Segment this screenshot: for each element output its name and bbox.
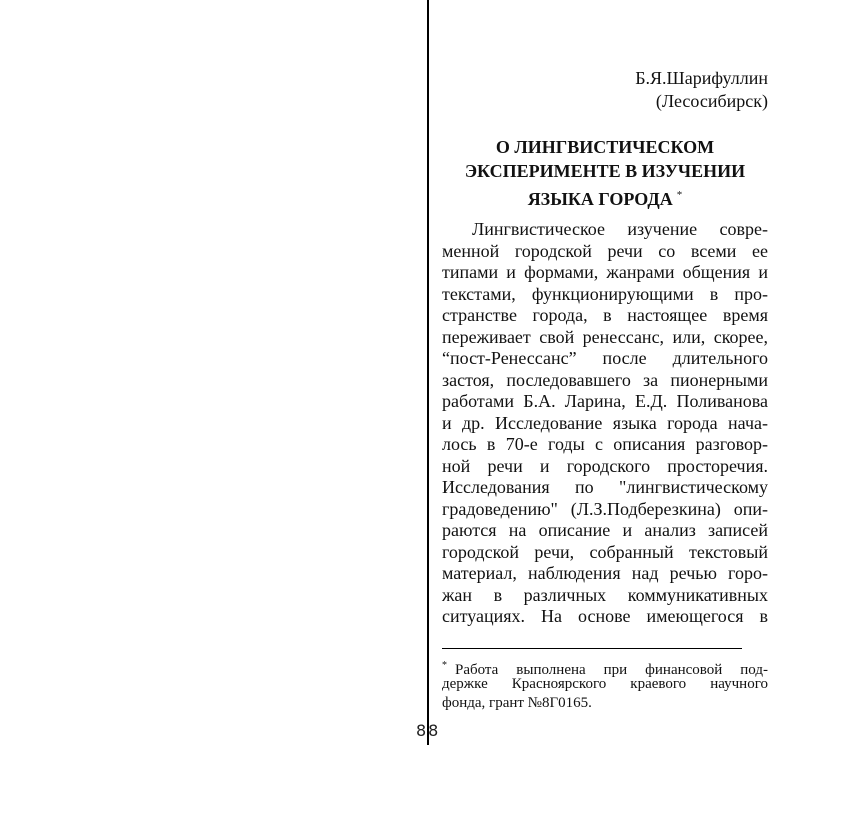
body-line: работами Б.А. Ларина, Е.Д. Поливанова	[442, 391, 768, 411]
footnote	[442, 656, 768, 713]
body-line: Лингвистическое изучение совре-	[472, 219, 768, 239]
footnote-line: держке Красноярского краевого научного	[442, 676, 768, 692]
title-footnote-mark: *	[676, 189, 683, 201]
author-block	[635, 67, 768, 113]
body-line: “пост-Ренессанс” после длительного	[442, 348, 768, 368]
footnote-separator	[442, 648, 742, 649]
footnote-line	[442, 656, 768, 678]
body-line: типами и формами, жанрами общения и	[442, 262, 768, 282]
body-line: ситуациях. На основе имеющегося в	[442, 606, 768, 626]
body-line: застоя, последовавшего за пионерными	[442, 369, 768, 390]
body-text	[442, 219, 768, 628]
body-line: менной городской речи со всеми ее	[442, 240, 768, 261]
body-line: Исследования по "лингвистическому	[442, 477, 768, 497]
footnote-mark: *	[442, 660, 447, 671]
article-title	[440, 135, 770, 211]
body-line: странстве города, в настоящее время	[442, 305, 768, 325]
body-line: и др. Исследование языка города нача-	[442, 412, 768, 433]
title-line-3	[440, 183, 770, 211]
body-line: переживает свой ренессанс, или, скорее,	[442, 326, 768, 347]
body-line: текстами, функционирующими в про-	[442, 283, 768, 304]
title-line-3-text: ЯЗЫКА ГОРОДА	[527, 189, 673, 209]
column-divider-line	[427, 0, 429, 745]
title-line-1: О ЛИНГВИСТИЧЕСКОМ	[495, 137, 715, 157]
footnote-line-text: Работа выполнена при финансовой под-	[455, 662, 768, 678]
author-city: (Лесосибирск)	[655, 91, 768, 111]
body-line: градоведению" (Л.З.Подберезкина) опи-	[442, 498, 768, 519]
author-name: Б.Я.Шарифуллин	[635, 68, 768, 88]
body-line: городской речи, собранный текстовый	[442, 541, 768, 562]
body-line: лось в 70-е годы с описания разговор-	[442, 434, 768, 454]
body-line: жан в различных коммуникативных	[442, 584, 768, 605]
body-line: раются на описание и анализ записей	[442, 520, 768, 540]
title-line-2: ЭКСПЕРИМЕНТЕ В ИЗУЧЕНИИ	[464, 161, 746, 181]
page-number: 88	[416, 721, 441, 740]
body-line: ной речи и городского просторечия.	[442, 455, 768, 476]
body-line: материал, наблюдения над речью горо-	[442, 563, 768, 583]
footnote-line: фонда, грант №8Г0165.	[442, 695, 592, 711]
